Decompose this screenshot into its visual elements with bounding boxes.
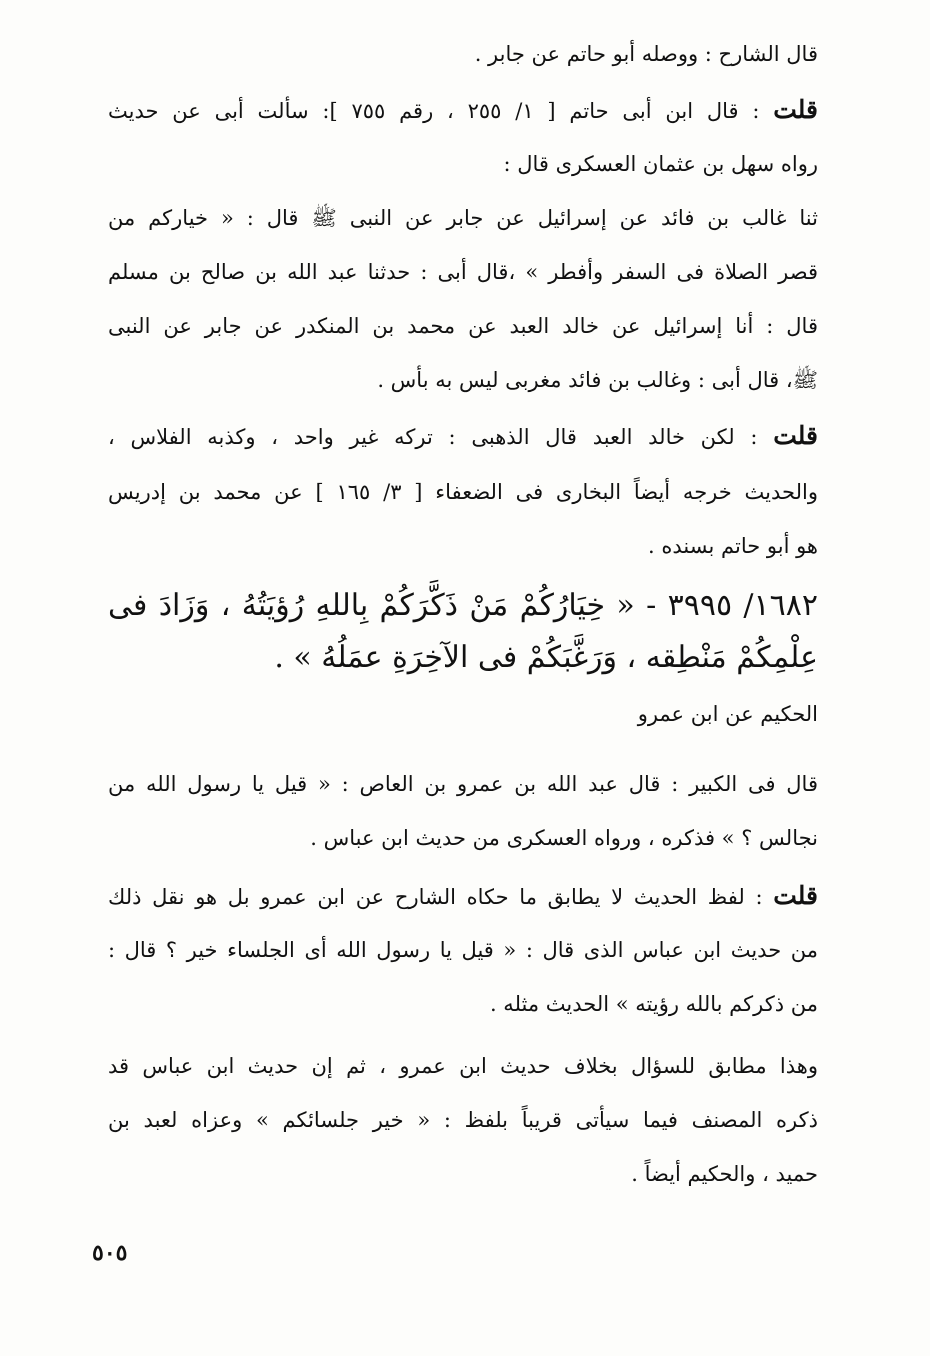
text-span: : لفظ الحديث لا يطابق ما حكاه الشارح عن ابن عمرو بل هو نقل ذلك <box>108 885 774 909</box>
text-span: : قال ابن أبى حاتم [ ١/ ٢٥٥ ، رقم ٧٥٥ ]: سألت أبى عن حديث <box>108 99 774 123</box>
text-line: قصر الصلاة فى السفر وأفطر » ،قال أبى : حدثنا عبد الله بن صالح بن مسلم <box>108 260 818 284</box>
text-line: قال فى الكبير : قال عبد الله بن عمرو بن العاص : « قيل يا رسول الله من <box>108 772 818 796</box>
text-line: وهذا مطابق للسؤال بخلاف حديث ابن عمرو ، ثم إن حديث ابن عباس قد <box>108 1054 818 1078</box>
hadith-text-line: ١٦٨٢/ ٣٩٩٥ - « خِيَارُكُمْ مَنْ ذَكَّرَكُمْ بِاللهِ رُؤيَتُهُ ، وَزَادَ فى <box>108 588 818 623</box>
hadith-text-line: عِلْمِكُمْ مَنْطِقه ، وَرَغَّبَكُمْ فى الآخِرَةِ عمَلُهُ » . <box>274 640 818 675</box>
text-line: هو أبو حاتم بسنده . <box>648 534 818 558</box>
text-line <box>108 420 818 452</box>
qult-heading: قلت <box>773 881 818 910</box>
text-line: من ذكركم بالله رؤيته » الحديث مثله . <box>489 992 818 1016</box>
text-line <box>108 880 818 912</box>
text-span: : لكن خالد العبد قال الذهبى : تركه غير واحد ، وكذبه الفلاس ، <box>108 425 774 449</box>
text-line: والحديث خرجه أيضاً البخارى فى الضعفاء [ ٣/ ١٦٥ ] عن محمد بن إدريس <box>108 480 818 504</box>
text-line: حميد ، والحكيم أيضاً . <box>631 1162 818 1186</box>
text-line <box>108 94 818 126</box>
text-line: ﷺ، قال أبى : وغالب بن فائد مغربى ليس به بأس . <box>377 368 818 392</box>
text-line: من حديث ابن عباس الذى قال : « قيل يا رسول الله أى الجلساء خير ؟ قال : <box>108 938 818 962</box>
qult-heading: قلت <box>773 421 818 450</box>
text-line: قال الشارح : ووصله أبو حاتم عن جابر . <box>474 42 818 66</box>
text-line: ثنا غالب بن فائد عن إسرائيل عن جابر عن النبى ﷺ قال : « خياركم من <box>108 206 818 230</box>
hadith-source: الحكيم عن ابن عمرو <box>637 702 818 726</box>
qult-heading: قلت <box>773 95 818 124</box>
text-line: نجالس ؟ » فذكره ، ورواه العسكرى من حديث ابن عباس . <box>310 826 818 850</box>
page-number: ٥٠٥ <box>92 1240 128 1266</box>
text-line: رواه سهل بن عثمان العسكرى قال : <box>503 152 818 176</box>
text-line: قال : أنا إسرائيل عن خالد العبد عن محمد بن المنكدر عن جابر عن النبى <box>108 314 818 338</box>
text-line: ذكره المصنف فيما سيأتى قريباً بلفظ : « خير جلسائكم » وعزاه لعبد بن <box>108 1108 818 1132</box>
